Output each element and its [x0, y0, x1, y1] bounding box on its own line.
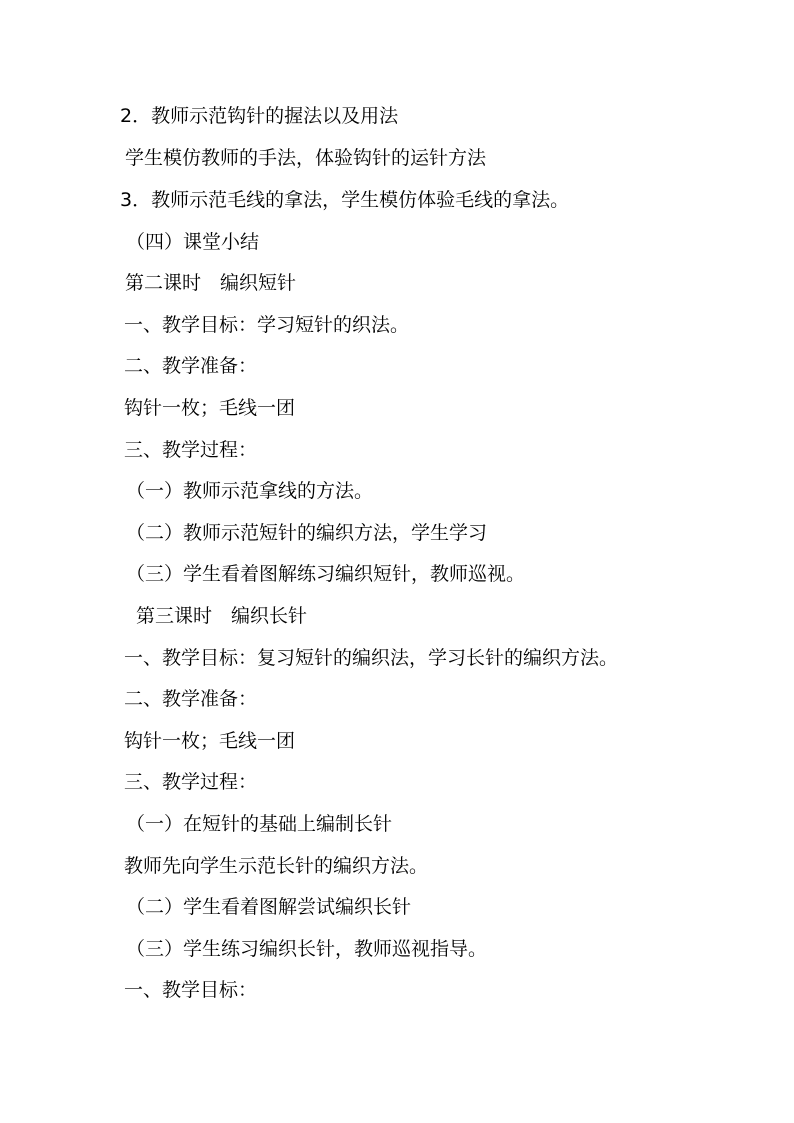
text-line: （一）教师示范拿线的方法。	[126, 480, 374, 502]
text-line: （二）学生看着图解尝试编织长针	[126, 896, 412, 918]
text-line: （一）在短针的基础上编制长针	[126, 813, 393, 835]
section-heading: （四）课堂小结	[126, 231, 260, 253]
text-line: （三）学生看着图解练习编织短针，教师巡视。	[126, 563, 526, 585]
text-line: 三、教学过程：	[124, 771, 258, 793]
text-line: （二）教师示范短针的编织方法，学生学习	[126, 522, 488, 544]
text-line: 一、教学目标：	[124, 979, 258, 1001]
text-line: 教师先向学生示范长针的编织方法。	[124, 855, 429, 877]
lesson-heading: 第二课时 编织短针	[125, 272, 297, 294]
text-line: 二、教学准备：	[124, 355, 258, 377]
text-line: 三、教学过程：	[124, 439, 258, 461]
lesson-heading: 第三课时 编织长针	[136, 605, 308, 627]
text-line: 学生模仿教师的手法，体验钩针的运针方法	[125, 147, 487, 169]
text-line: 2．教师示范钩针的握法以及用法	[120, 105, 399, 127]
text-line: 一、教学目标：复习短针的编织法，学习长针的编织方法。	[124, 647, 619, 669]
text-line: 二、教学准备：	[124, 688, 258, 710]
text-line: 一、教学目标：学习短针的织法。	[124, 314, 410, 336]
text-line: 钩针一枚；毛线一团	[124, 730, 296, 752]
text-line: 3．教师示范毛线的拿法，学生模仿体验毛线的拿法。	[120, 189, 570, 211]
text-line: 钩针一枚；毛线一团	[124, 397, 296, 419]
text-line: （三）学生练习编织长针，教师巡视指导。	[126, 938, 488, 960]
